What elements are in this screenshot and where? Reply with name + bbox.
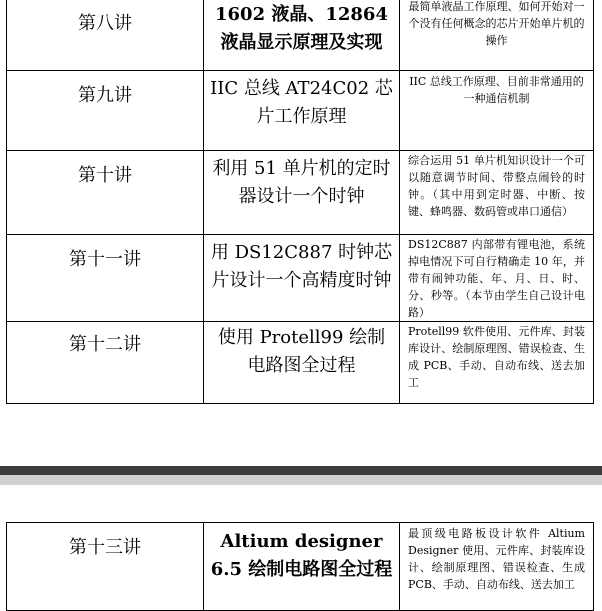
description-cell: [400, 322, 594, 404]
lecture-description: DS12C887 内部带有锂电池，系统掉电情况下可自行精确走 10 年，并带有闹钟功能、年、月、日、时、分、秒等。（本节由学生自己设计电路）: [408, 238, 585, 319]
lecture-number: 第九讲: [78, 85, 132, 106]
lecture-description: 最简单液晶工作原理、如何开始对一个没有任何概念的芯片开始单片机的操作: [408, 0, 585, 47]
lecture-cell: [7, 235, 204, 322]
lecture-description: 最顶级电路板设计软件 Altium Designer 使用、元件库、封装库设计、绘制原理图、错误检查、生成 PCB、手动、自动布线、送去加工: [408, 527, 585, 591]
description-cell: [400, 523, 594, 611]
lecture-number: 第十二讲: [69, 334, 141, 355]
table-row: [7, 235, 594, 322]
lecture-cell: [7, 322, 204, 404]
table-row: [7, 0, 594, 71]
title-cell: [204, 235, 400, 322]
lecture-number: 第十一讲: [69, 249, 141, 270]
lecture-description: 综合运用 51 单片机知识设计一个可以随意调节时间、带整点闹铃的时钟。（其中用到定时器、中断、按键、蜂鸣器、数码管或串口通信）: [408, 154, 585, 218]
lecture-cell: [7, 523, 204, 611]
lecture-title: Altium designer 6.5 绘制电路图全过程: [210, 531, 393, 580]
description-cell: [400, 71, 594, 151]
lecture-cell: [7, 71, 204, 151]
table-row: [7, 151, 594, 235]
lecture-description: Protell99 软件使用、元件库、封装库设计、绘制原理图、错误检查、生成 PCB、手动、自动布线、送去加工: [408, 325, 585, 389]
lecture-title: 用 DS12C887 时钟芯片设计一个高精度时钟: [210, 242, 393, 291]
title-cell: [204, 151, 400, 235]
lecture-cell: [7, 151, 204, 235]
lecture-title: 1602 液晶、12864 液晶显示原理及实现: [215, 4, 388, 53]
page-divider: [0, 466, 602, 475]
lecture-title: 利用 51 单片机的定时器设计一个时钟: [212, 158, 391, 207]
lecture-number: 第十三讲: [69, 537, 141, 558]
page-divider-shadow: [0, 475, 602, 485]
course-table-bottom: [6, 522, 594, 611]
title-cell: [204, 322, 400, 404]
title-cell: [204, 0, 400, 71]
title-cell: [204, 71, 400, 151]
description-cell: [400, 0, 594, 71]
lecture-number: 第十讲: [78, 165, 132, 186]
table-row: [7, 523, 594, 611]
description-cell: [400, 151, 594, 235]
table-row: [7, 71, 594, 151]
course-table-top: [6, 0, 594, 404]
table-row: [7, 322, 594, 404]
description-cell: [400, 235, 594, 322]
lecture-number: 第八讲: [78, 13, 132, 34]
lecture-description: IIC 总线工作原理、目前非常通用的一种通信机制: [409, 75, 584, 105]
lecture-cell: [7, 0, 204, 71]
lecture-title: 使用 Protell99 绘制电路图全过程: [217, 327, 386, 376]
lecture-title: IIC 总线 AT24C02 芯片工作原理: [210, 78, 393, 127]
title-cell: [204, 523, 400, 611]
